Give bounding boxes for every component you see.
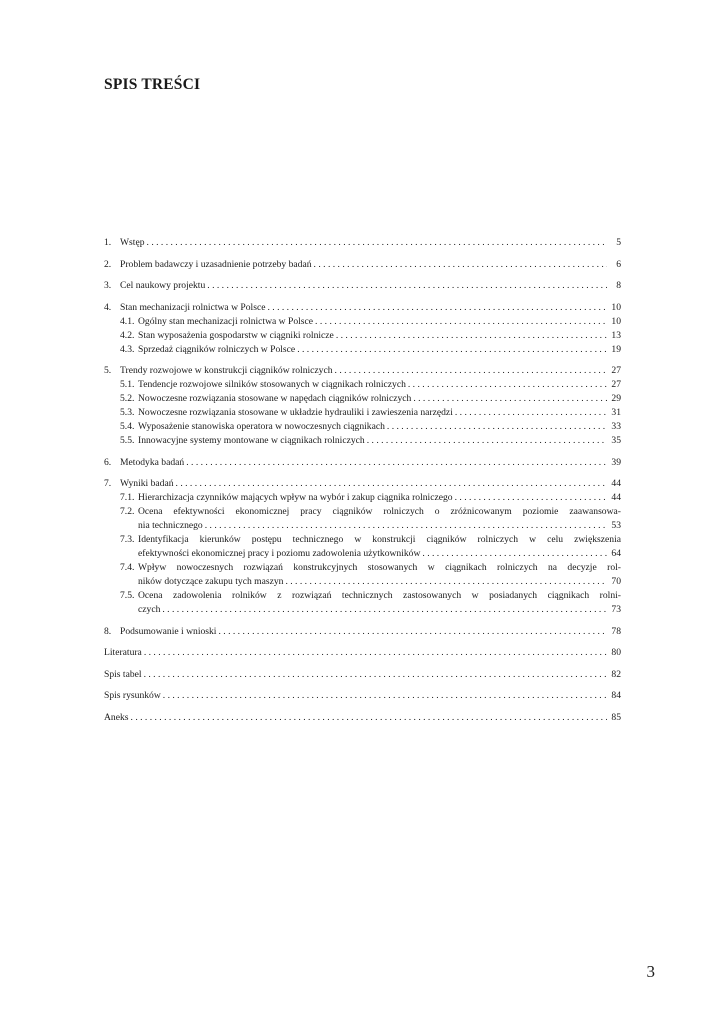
toc-entry-number: 5.4.	[120, 421, 135, 432]
toc-entry-page: 31	[611, 407, 621, 418]
toc-entry-label: czych	[138, 604, 161, 615]
toc-entry-label: Nowoczesne rozwiązania stosowane w układzie hydrauliki i zawieszenia narzędzi	[138, 407, 453, 418]
toc-entry-number: 5.	[104, 365, 112, 376]
toc-entry	[104, 456, 621, 470]
dot-leader	[205, 519, 607, 533]
dot-leader	[207, 279, 607, 293]
dot-leader	[162, 603, 607, 617]
toc-subentry-continuation	[104, 603, 621, 617]
toc-subentry-line	[104, 561, 621, 575]
toc-entry-page: 64	[611, 548, 621, 559]
toc-subentry	[104, 378, 621, 392]
dot-leader	[147, 236, 607, 250]
dot-leader	[131, 711, 607, 725]
toc-entry-number: 5.1.	[120, 379, 135, 390]
toc-entry-page: 5	[616, 237, 621, 248]
toc-entry	[104, 258, 621, 272]
dot-leader	[218, 625, 607, 639]
toc-entry-label: Sprzedaż ciągników rolniczych w Polsce	[138, 343, 296, 355]
toc-entry	[104, 364, 621, 378]
toc-entry-page: 70	[611, 576, 621, 587]
dot-leader	[285, 575, 607, 589]
dot-leader	[387, 420, 607, 434]
toc-entry-page: 85	[611, 711, 621, 723]
toc-subentry	[104, 406, 621, 420]
dot-leader	[413, 392, 607, 406]
page-number: 3	[646, 962, 655, 981]
toc-entry-number: 5.5.	[120, 435, 135, 446]
toc-entry-label: Literatura	[104, 647, 142, 658]
toc-entry-number: 5.3.	[120, 407, 135, 418]
toc-entry-page: 39	[611, 456, 621, 468]
toc-entry-label: Metodyka badań	[120, 456, 185, 468]
toc-subentry	[104, 491, 621, 505]
toc-entry-label: Hierarchizacja czynników mających wpływ na wybór i zakup ciągnika rolniczego	[138, 492, 453, 503]
toc-entry	[104, 711, 621, 725]
toc-entry-label: Identyfikacja kierunków postępu technicznego w konstrukcji ciągników rolniczych w celu zwiększenia	[138, 534, 621, 545]
toc-entry	[104, 236, 621, 250]
toc-entry-label: Nowoczesne rozwiązania stosowane w napędach ciągników rolniczych	[138, 393, 412, 404]
toc-entry-page: 53	[611, 520, 621, 531]
toc-entry-number: 8.	[104, 625, 112, 637]
toc-entry-page: 29	[611, 393, 621, 404]
dot-leader	[267, 301, 607, 315]
toc-entry	[104, 668, 621, 682]
toc-subentry	[104, 420, 621, 434]
dot-leader	[315, 315, 607, 329]
toc-entry-number: 7.1.	[120, 492, 135, 503]
toc-entry-page: 10	[611, 315, 621, 327]
toc-entry-label: Innowacyjne systemy montowane w ciągnikach rolniczych	[138, 435, 365, 446]
toc-entry-label: Spis tabel	[104, 668, 142, 680]
toc-entry-page: 73	[611, 604, 621, 615]
toc-subentry-line	[104, 589, 621, 603]
toc-entry-number: 7.	[104, 478, 112, 489]
table-of-contents	[104, 236, 621, 725]
toc-entry-label: Wyniki badań	[120, 478, 174, 489]
toc-entry-label: Wstęp	[120, 237, 145, 248]
dot-leader	[336, 329, 607, 343]
toc-entry-page: 44	[611, 492, 621, 503]
toc-entry-label: Ogólny stan mechanizacji rolnictwa w Polsce	[138, 315, 314, 327]
toc-entry-label: Trendy rozwojowe w konstrukcji ciągników rolniczych	[120, 365, 333, 376]
page-title: SPIS TREŚCI	[104, 76, 201, 93]
toc-entry-page: 6	[616, 258, 621, 270]
toc-entry	[104, 279, 621, 293]
dot-leader	[144, 646, 607, 660]
toc-entry-page: 27	[611, 379, 621, 390]
toc-entry-label: ników dotyczące zakupu tych maszyn	[138, 576, 284, 587]
toc-entry-page: 13	[611, 329, 621, 341]
toc-entry-page: 84	[611, 690, 621, 701]
toc-entry-label: Ocena efektywności ekonomicznej pracy ciągników rolniczych o zróżnicowanym poziomie zaawansowa-	[138, 506, 621, 517]
toc-entry-label: Wyposażenie stanowiska operatora w nowoczesnych ciągnikach	[138, 421, 385, 432]
toc-entry-label: nia technicznego	[138, 520, 203, 531]
toc-entry-number: 7.5.	[120, 590, 135, 601]
dot-leader	[297, 343, 607, 357]
toc-entry-number: 7.3.	[120, 534, 135, 545]
toc-entry-label: Tendencje rozwojowe silników stosowanych w ciągnikach rolniczych	[138, 379, 406, 390]
toc-subentry-continuation	[104, 519, 621, 533]
toc-entry-number: 6.	[104, 456, 112, 468]
toc-entry-page: 78	[611, 625, 621, 637]
dot-leader	[144, 668, 607, 682]
dot-leader	[422, 547, 607, 561]
toc-subentry-continuation	[104, 547, 621, 561]
toc-entry	[104, 477, 621, 491]
toc-subentry	[104, 434, 621, 448]
dot-leader	[455, 491, 607, 505]
toc-subentry-line	[104, 505, 621, 519]
toc-entry-label: Problem badawczy i uzasadnienie potrzeby badań	[120, 258, 312, 270]
toc-entry-number: 5.2.	[120, 393, 135, 404]
toc-entry-page: 19	[611, 343, 621, 355]
toc-entry-label: Cel naukowy projektu	[120, 280, 206, 291]
toc-entry-number: 7.2.	[120, 506, 135, 517]
dot-leader	[163, 689, 607, 703]
toc-entry	[104, 301, 621, 315]
toc-entry-page: 80	[611, 647, 621, 658]
toc-entry-label: Ocena zadowolenia rolników z rozwiązań technicznych zastosowanych w posiadanych ciągnikach rolni-	[138, 590, 621, 601]
toc-entry-page: 8	[616, 280, 621, 291]
toc-entry-label: Wpływ nowoczesnych rozwiązań konstrukcyjnych stosowanych w ciągnikach rolniczych na decyzje rol-	[138, 562, 621, 573]
toc-entry	[104, 646, 621, 660]
toc-entry-number: 4.	[104, 301, 112, 313]
toc-entry-page: 44	[611, 478, 621, 489]
toc-entry-page: 33	[611, 421, 621, 432]
toc-entry-number: 4.3.	[120, 343, 135, 355]
toc-entry-number: 7.4.	[120, 562, 135, 573]
toc-entry-page: 10	[611, 301, 621, 313]
toc-subentry	[104, 343, 621, 357]
toc-subentry-continuation	[104, 575, 621, 589]
dot-leader	[186, 456, 607, 470]
toc-entry-label: Stan wyposażenia gospodarstw w ciągniki rolnicze	[138, 329, 334, 341]
dot-leader	[367, 434, 607, 448]
toc-entry-number: 2.	[104, 258, 112, 270]
toc-entry-label: Stan mechanizacji rolnictwa w Polsce	[120, 301, 266, 313]
toc-subentry	[104, 329, 621, 343]
toc-entry-label: efektywności ekonomicznej pracy i poziomu zadowolenia użytkowników	[138, 548, 421, 559]
dot-leader	[408, 378, 607, 392]
toc-subentry-line	[104, 533, 621, 547]
toc-entry-page: 82	[611, 668, 621, 680]
toc-entry-number: 1.	[104, 237, 112, 248]
toc-entry-page: 27	[611, 365, 621, 376]
toc-entry-label: Podsumowanie i wnioski	[120, 625, 217, 637]
toc-entry-number: 4.2.	[120, 329, 135, 341]
dot-leader	[176, 477, 607, 491]
dot-leader	[314, 258, 607, 272]
dot-leader	[335, 364, 607, 378]
toc-entry-number: 3.	[104, 280, 112, 291]
toc-entry	[104, 625, 621, 639]
toc-subentry	[104, 392, 621, 406]
toc-entry-number: 4.1.	[120, 315, 135, 327]
toc-entry-label: Aneks	[104, 711, 129, 723]
toc-subentry	[104, 315, 621, 329]
toc-entry	[104, 689, 621, 703]
toc-entry-page: 35	[611, 435, 621, 446]
toc-entry-label: Spis rysunków	[104, 690, 161, 701]
dot-leader	[455, 406, 607, 420]
